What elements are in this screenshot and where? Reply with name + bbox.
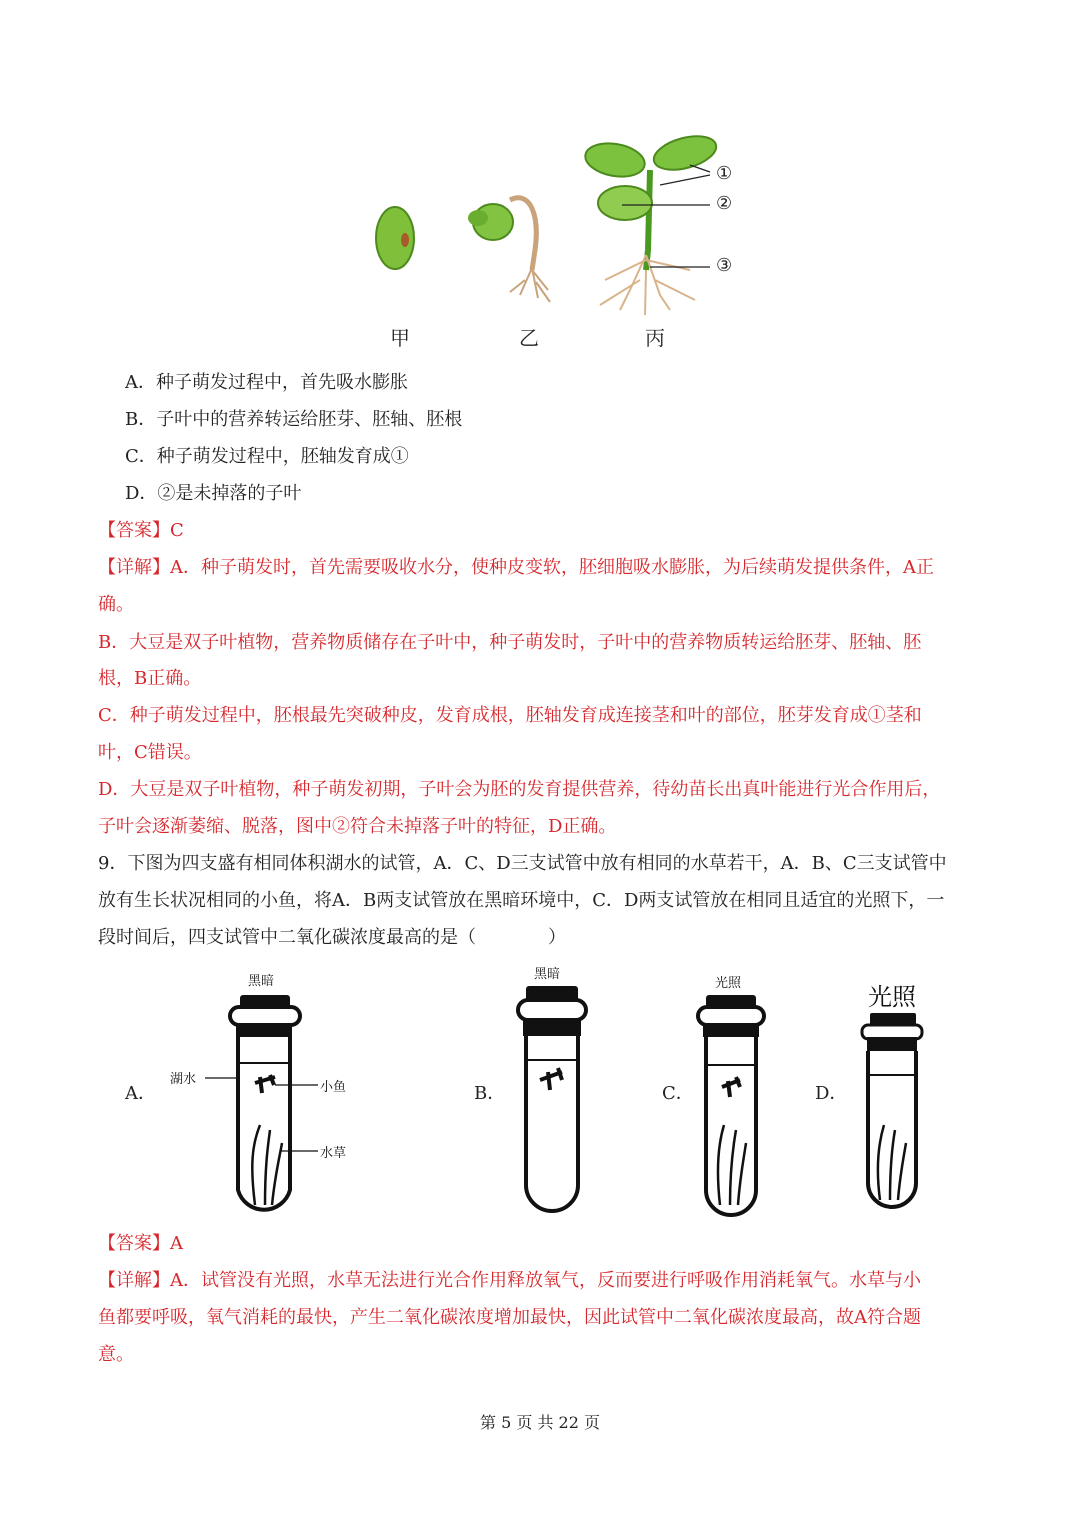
seed-yi — [468, 198, 550, 302]
label-bing: 丙 — [645, 326, 665, 350]
tube-b — [518, 966, 586, 1211]
seed-jia — [376, 207, 414, 269]
tube-d-cap-label: 光照 — [868, 983, 916, 1011]
detail-text: A．试管没有光照，水草无法进行光合作用释放氧气，反而要进行呼吸作用消耗氧气。水草与小 — [170, 1270, 921, 1291]
tube-c-cap-label: 光照 — [715, 976, 742, 991]
label-yi: 乙 — [519, 326, 539, 350]
q9-stem-line-3: 段时间后，四支试管中二氧化碳浓度最高的是（ ） — [98, 927, 566, 948]
q8-detail-line-4: 根，B正确。 — [98, 668, 202, 689]
detail-tag: 【详解】 — [98, 557, 170, 578]
q8-detail-line-5: C．种子萌发过程中，胚根最先突破种皮，发育成根，胚轴发育成连接茎和叶的部位，胚芽发育成①茎和 — [98, 705, 922, 726]
tube-option-d: D． — [815, 1083, 848, 1104]
q8-detail-line-1 — [98, 555, 934, 581]
seed-germination-figure — [360, 120, 760, 320]
callout-3: ③ — [716, 255, 733, 276]
answer-tag: 【答案】 — [98, 1233, 170, 1254]
q9-stem-line-2: 放有生长状况相同的小鱼，将A．B两支试管放在黑暗环境中，C．D两支试管放在相同且适宜的光照下，一 — [98, 890, 945, 911]
tube-option-b: B． — [474, 1083, 506, 1104]
tube-b-cap-label: 黑暗 — [534, 967, 561, 982]
detail-tag: 【详解】 — [98, 1270, 170, 1291]
tube-a — [170, 973, 346, 1210]
q8-option-a: A．种子萌发过程中，首先吸水膨胀 — [125, 372, 408, 393]
q8-detail-line-3: B．大豆是双子叶植物，营养物质储存在子叶中，种子萌发时，子叶中的营养物质转运给胚芽、胚轴、胚 — [98, 632, 922, 653]
q8-option-c: C．种子萌发过程中，胚轴发育成① — [125, 446, 409, 467]
q8-detail-line-7: D．大豆是双子叶植物，种子萌发初期，子叶会为胚的发育提供营养，待幼苗长出真叶能进行光合作用后， — [98, 779, 941, 800]
tube-option-c: C． — [662, 1083, 694, 1104]
answer-tag: 【答案】 — [98, 520, 170, 541]
callout-1: ① — [716, 163, 733, 184]
q9-stem-line-1: 9．下图为四支盛有相同体积湖水的试管，A．C、D三支试管中放有相同的水草若干，A．B、C三支试管中 — [98, 853, 947, 874]
q9-answer — [98, 1231, 183, 1257]
q8-answer — [98, 518, 184, 544]
tube-option-a: A． — [125, 1083, 156, 1104]
detail-text: A．种子萌发时，首先需要吸收水分，使种皮变软，胚细胞吸水膨胀，为后续萌发提供条件，A正 — [170, 557, 934, 578]
q9-detail-line-1 — [98, 1268, 921, 1294]
tube-c — [698, 975, 764, 1215]
page-footer: 第 5 页 共 22 页 — [480, 1413, 600, 1432]
tube-a-waterweed: 水草 — [320, 1146, 347, 1161]
q8-detail-line-6: 叶，C错误。 — [98, 742, 202, 763]
answer-value: A — [170, 1233, 183, 1254]
callout-2: ② — [716, 193, 733, 214]
q9-detail-line-3: 意。 — [98, 1344, 134, 1365]
q8-option-d: D．②是未掉落的子叶 — [125, 483, 302, 504]
q8-detail-line-2: 确。 — [98, 594, 134, 615]
tube-a-cap-label: 黑暗 — [248, 974, 275, 989]
q8-detail-line-8: 子叶会逐渐萎缩、脱落，图中②符合未掉落子叶的特征，D正确。 — [98, 816, 617, 837]
tube-a-lake-water: 湖水 — [170, 1072, 197, 1087]
seedling-bing — [583, 130, 720, 315]
label-jia: 甲 — [390, 326, 410, 350]
tube-a-fish: 小鱼 — [320, 1080, 347, 1095]
q9-detail-line-2: 鱼都要呼吸，氧气消耗的最快，产生二氧化碳浓度增加最快，因此试管中二氧化碳浓度最高，故A符合题 — [98, 1307, 921, 1328]
q8-option-b: B．子叶中的营养转运给胚芽、胚轴、胚根 — [125, 409, 463, 430]
answer-value: C — [170, 520, 184, 541]
tube-d — [862, 983, 922, 1207]
